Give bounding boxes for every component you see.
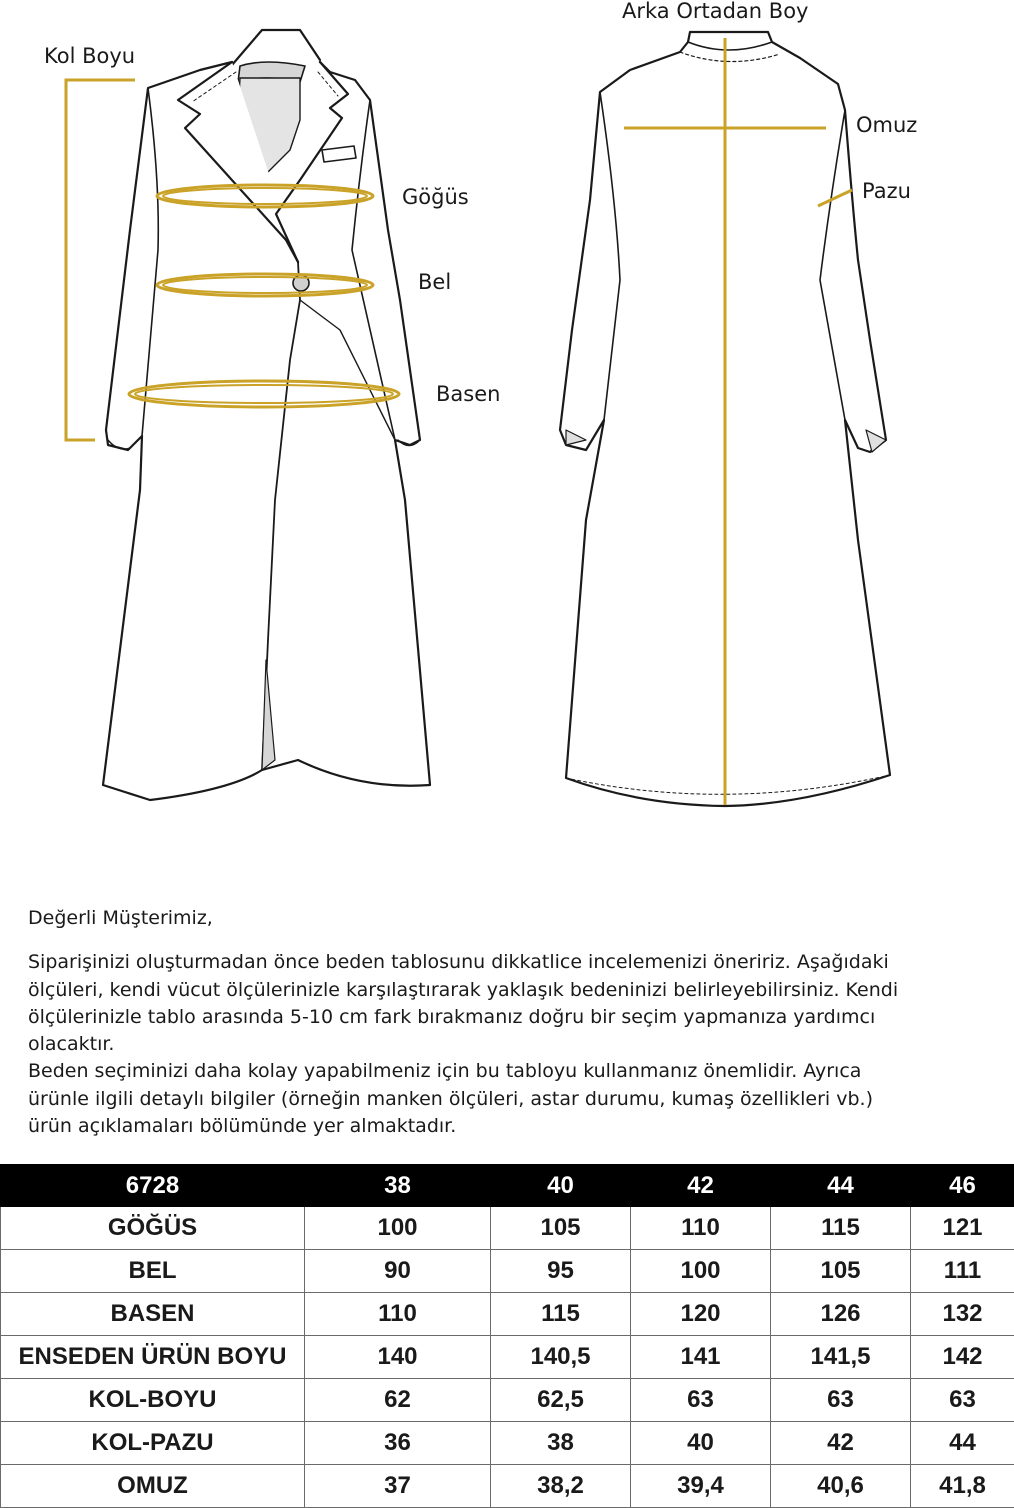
table-cell: 36 [305, 1422, 491, 1465]
table-cell: 63 [631, 1379, 771, 1422]
greeting: Değerli Müşterimiz, [28, 905, 988, 932]
table-cell: 141 [631, 1336, 771, 1379]
table-cell: 140 [305, 1336, 491, 1379]
notice-line: olacaktır. [28, 1031, 988, 1058]
table-cell: 140,5 [491, 1336, 631, 1379]
table-row [1, 1207, 1014, 1250]
row-label: KOL-PAZU [1, 1422, 305, 1465]
notice-line: ürünle ilgili detaylı bilgiler (örneğin manken ölçüleri, astar durumu, kumaş özellikleri vb.) [28, 1086, 988, 1113]
table-row [1, 1379, 1014, 1422]
table-cell: 44 [911, 1422, 1014, 1465]
notice-line: ölçülerinizle tablo arasında 5-10 cm fark bırakmanız doğru bir seçim yapmanıza yardımcı [28, 1004, 988, 1031]
notice-line: ölçüleri, kendi vücut ölçülerinizle karşılaştırarak yaklaşık bedeninizi belirleyebilirsiniz. Kendi [28, 977, 988, 1004]
table-row [1, 1422, 1014, 1465]
table-cell: 142 [911, 1336, 1014, 1379]
label-omuz: Omuz [856, 113, 917, 137]
row-label: GÖĞÜS [1, 1207, 305, 1250]
table-cell: 121 [911, 1207, 1014, 1250]
table-cell: 37 [305, 1465, 491, 1508]
table-row [1, 1336, 1014, 1379]
table-cell: 62 [305, 1379, 491, 1422]
table-cell: 141,5 [771, 1336, 911, 1379]
notice-line: Siparişinizi oluşturmadan önce beden tablosunu dikkatlice incelemenizi öneririz. Aşağıdaki [28, 949, 988, 976]
table-cell: 115 [771, 1207, 911, 1250]
table-cell: 63 [771, 1379, 911, 1422]
row-label: OMUZ [1, 1465, 305, 1508]
notice-line: Beden seçiminizi daha kolay yapabilmeniz için bu tabloyu kullanmanız önemlidir. Ayrıca [28, 1058, 988, 1085]
table-cell: 132 [911, 1293, 1014, 1336]
table-cell: 100 [305, 1207, 491, 1250]
label-arka-ortadan-boy: Arka Ortadan Boy [622, 0, 808, 23]
table-cell: 110 [305, 1293, 491, 1336]
table-cell: 110 [631, 1207, 771, 1250]
size-table [0, 1164, 1014, 1508]
table-cell: 42 [771, 1422, 911, 1465]
table-row [1, 1465, 1014, 1508]
table-cell: 62,5 [491, 1379, 631, 1422]
table-cell: 120 [631, 1293, 771, 1336]
table-cell: 40,6 [771, 1465, 911, 1508]
header-size: 44 [771, 1165, 911, 1207]
header-size: 42 [631, 1165, 771, 1207]
row-label: KOL-BOYU [1, 1379, 305, 1422]
table-cell: 41,8 [911, 1465, 1014, 1508]
row-label: ENSEDEN ÜRÜN BOYU [1, 1336, 305, 1379]
table-header-row [1, 1165, 1014, 1207]
table-row [1, 1293, 1014, 1336]
table-row [1, 1250, 1014, 1293]
table-cell: 39,4 [631, 1465, 771, 1508]
table-cell: 126 [771, 1293, 911, 1336]
table-cell: 105 [491, 1207, 631, 1250]
label-kol-boyu: Kol Boyu [44, 44, 135, 68]
row-label: BASEN [1, 1293, 305, 1336]
table-cell: 40 [631, 1422, 771, 1465]
label-gogus: Göğüs [402, 185, 469, 209]
table-cell: 105 [771, 1250, 911, 1293]
table-cell: 115 [491, 1293, 631, 1336]
size-guide-notice [28, 905, 988, 1140]
header-size: 38 [305, 1165, 491, 1207]
table-cell: 111 [911, 1250, 1014, 1293]
notice-line: ürün açıklamaları bölümünde yer almaktadır. [28, 1113, 988, 1140]
header-size: 40 [491, 1165, 631, 1207]
label-bel: Bel [418, 270, 451, 294]
table-cell: 38,2 [491, 1465, 631, 1508]
label-pazu: Pazu [862, 179, 911, 203]
label-basen: Basen [436, 382, 500, 406]
table-cell: 38 [491, 1422, 631, 1465]
table-cell: 63 [911, 1379, 1014, 1422]
table-cell: 90 [305, 1250, 491, 1293]
header-model-code: 6728 [1, 1165, 305, 1207]
table-cell: 100 [631, 1250, 771, 1293]
row-label: BEL [1, 1250, 305, 1293]
table-cell: 95 [491, 1250, 631, 1293]
header-size: 46 [911, 1165, 1014, 1207]
